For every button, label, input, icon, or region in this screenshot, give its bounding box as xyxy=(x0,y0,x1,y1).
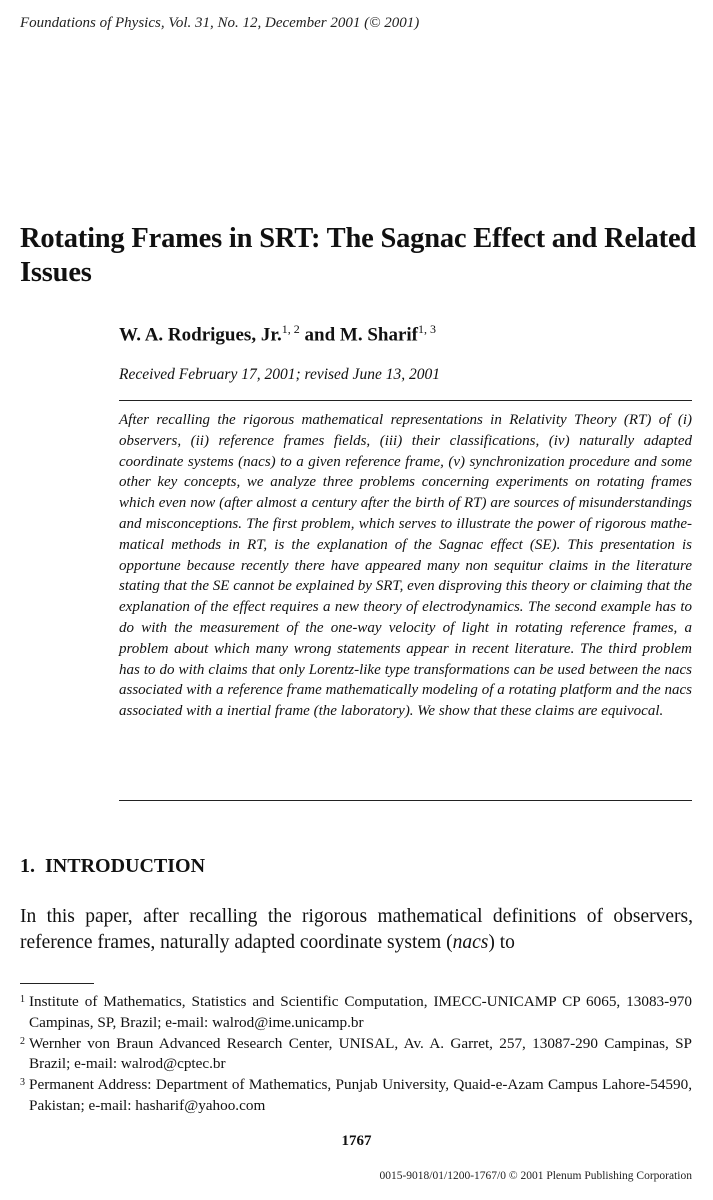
footnote xyxy=(20,1034,692,1076)
footnote-number: 1 xyxy=(20,994,25,1005)
copyright-line: 0015-9018/01/1200-1767/0 © 2001 Plenum Publishing Corporation xyxy=(379,1170,692,1182)
received-dates: Received February 17, 2001; revised June 13, 2001 xyxy=(119,366,440,383)
abstract: After recalling the rigorous mathematical representations in Relativity Theory (RT) of (i) observers, (ii) reference frames fields, (iii) their classifications, (iv) naturally adapted coordinate systems (nacs) to a given reference frame, (v) synchronization procedure and some other key concepts, we analyze three problems concerning experiments on rotating frames which even now (after almost a century after the birth of RT) are sources of misunderstandings and misconceptions. The first problem, which serves to illustrate the power of rigorous mathematical methods in RT, is the explanation of the Sagnac effect (SE). This presentation is opportune because recently there have appeared many non sequitur claims in the literature stating that the SE cannot be explained by SRT, even disproving this theory or claiming that the explanation of the effect requires a new theory of electrodynamics. The second example has to do with the measurement of the one-way velocity of light in rotating reference frames, a problem about which many wrong statements appear in recent literature. The third problem has to do with claims that only Lorentz-like type transformations can be used between the nacs associated with a reference frame mathematically modeling of a rotating platform and the nacs associated with a inertial frame (the laboratory). We show that these claims are equivocal. xyxy=(119,412,692,720)
author-conjunction: and xyxy=(304,324,336,346)
section-heading xyxy=(20,855,205,878)
abstract-top-rule xyxy=(119,400,692,401)
footnote xyxy=(20,1075,692,1117)
footnote-number: 2 xyxy=(20,1035,25,1047)
author-2-affiliation-marks: 1, 3 xyxy=(418,322,437,336)
author-2-name: M. Sharif xyxy=(339,324,419,346)
section-title: INTRODUCTION xyxy=(45,855,206,877)
paper-title: Rotating Frames in SRT: The Sagnac Effect and Related Issues xyxy=(20,223,697,288)
section-number: 1. xyxy=(20,855,35,877)
intro-emphasis: nacs xyxy=(452,932,489,953)
footnote-text: Wernher von Braun Advanced Research Center, UNISAL, Av. A. Garret, 257, 13087-290 Campinas, SP Brazil; e-mail: walrod@cptec.br xyxy=(29,1034,692,1073)
footnotes xyxy=(20,992,692,1117)
footnote-text: Institute of Mathematics, Statistics and Scientific Computation, IMECC-UNICAMP CP 6065, 13083-970 Campinas, SP, Brazil; e-mail: walrod@ime.unicamp.br xyxy=(29,993,692,1031)
abstract-bottom-rule xyxy=(119,800,692,801)
intro-paragraph xyxy=(20,904,693,956)
page-number: 1767 xyxy=(341,1133,372,1149)
author-1-name: W. A. Rodrigues, Jr. xyxy=(119,324,282,346)
author-1-affiliation-marks: 1, 2 xyxy=(281,322,300,336)
footnote-rule xyxy=(20,983,94,984)
author-line xyxy=(119,322,436,346)
intro-text-start: In this paper, after recalling the rigorous mathematical definitions of observers, reference frames, naturally adapted coordinate system ( xyxy=(20,906,693,953)
footnote xyxy=(20,992,692,1034)
journal-header: Foundations of Physics, Vol. 31, No. 12, December 2001 (© 2001) xyxy=(20,15,420,31)
footnote-number: 3 xyxy=(20,1077,25,1089)
intro-text-end: ) to xyxy=(488,932,515,953)
footnote-text: Permanent Address: Department of Mathematics, Punjab University, Quaid-e-Azam Campus Lahore-54590, Pakistan; e-mail: hasharif@yahoo.com xyxy=(29,1076,692,1114)
